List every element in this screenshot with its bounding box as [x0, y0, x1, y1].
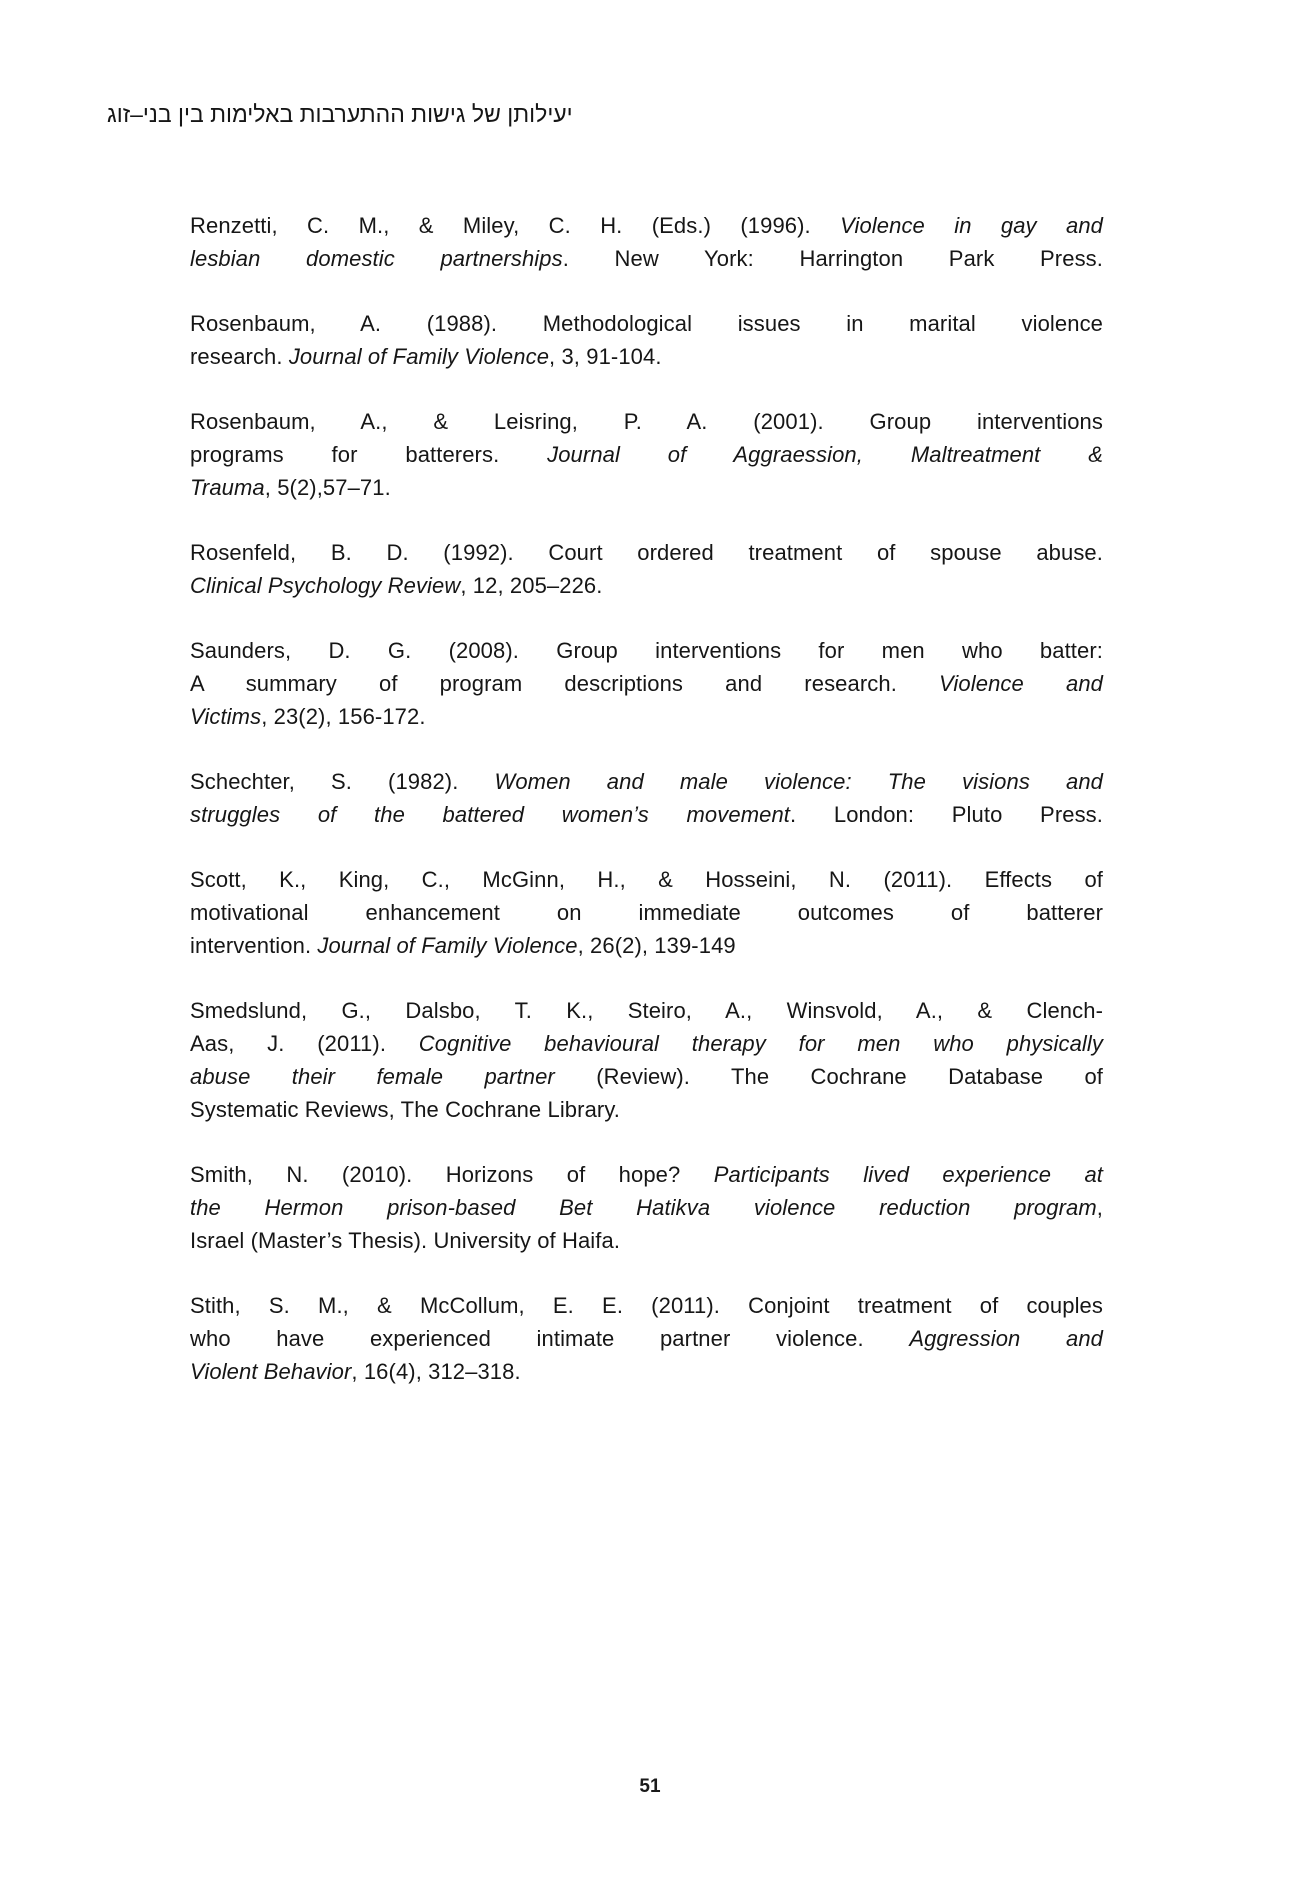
reference-italic-segment: abuse their female partner [190, 1064, 555, 1089]
reference-text-segment: , 3, 91-104. [549, 344, 662, 369]
reference-line [190, 471, 1103, 504]
reference-line [190, 863, 1103, 896]
reference-text-segment: , 26(2), 139-149 [577, 933, 736, 958]
reference-italic-segment: the Hermon prison-based Bet Hatikva violence reduction program [190, 1195, 1097, 1220]
reference-italic-segment: Violence in gay and [840, 213, 1104, 238]
reference-entry [190, 307, 1103, 373]
reference-entry [190, 863, 1103, 962]
page-number: 51 [639, 1776, 661, 1797]
reference-italic-segment: Aggression and [909, 1326, 1103, 1351]
reference-line [190, 209, 1103, 242]
reference-text-segment: . New York: Harrington Park Press. [562, 246, 1103, 271]
reference-line [190, 929, 1103, 962]
reference-line [190, 634, 1103, 667]
reference-italic-segment: Cognitive behavioural therapy for men who physically [418, 1031, 1103, 1056]
reference-line [190, 536, 1103, 569]
reference-line [190, 1322, 1103, 1355]
reference-italic-segment: Journal of Aggraession, Maltreatment & [547, 442, 1103, 467]
reference-italic-segment: struggles of the battered women’s movement [190, 802, 791, 827]
reference-line [190, 242, 1103, 275]
reference-text-segment: Stith, S. M., & McCollum, E. E. (2011). Conjoint treatment of couples [190, 1293, 1103, 1318]
reference-text-segment: Rosenbaum, A. (1988). Methodological issues in marital violence [190, 311, 1103, 336]
reference-text-segment: motivational enhancement on immediate outcomes of batterer [190, 900, 1103, 925]
reference-italic-segment: Clinical Psychology Review [190, 573, 461, 598]
reference-text-segment: , 23(2), 156-172. [261, 704, 426, 729]
reference-text-segment: Israel (Master’s Thesis). University of Haifa. [190, 1228, 621, 1253]
reference-italic-segment: lesbian domestic partnerships [190, 246, 563, 271]
reference-line [190, 1158, 1103, 1191]
reference-line [190, 340, 1103, 373]
reference-entry [190, 536, 1103, 602]
reference-entry [190, 994, 1103, 1126]
reference-text-segment: Rosenbaum, A., & Leisring, P. A. (2001). Group interventions [190, 409, 1103, 434]
reference-text-segment: Aas, J. (2011). [190, 1031, 419, 1056]
reference-entry [190, 765, 1103, 831]
reference-text-segment: intervention. [190, 933, 318, 958]
reference-line [190, 765, 1103, 798]
reference-line [190, 1289, 1103, 1322]
reference-text-segment: Schechter, S. (1982). [190, 769, 495, 794]
reference-line [190, 700, 1103, 733]
reference-text-segment: Smith, N. (2010). Horizons of hope? [190, 1162, 714, 1187]
reference-italic-segment: Trauma [190, 475, 265, 500]
reference-italic-segment: Women and male violence: The visions and [494, 769, 1103, 794]
reference-line [190, 1191, 1103, 1224]
reference-italic-segment: Journal of Family Violence [317, 933, 578, 958]
reference-line [190, 438, 1103, 471]
reference-italic-segment: Violence and [939, 671, 1103, 696]
references-list [190, 209, 1103, 1420]
reference-line [190, 307, 1103, 340]
reference-text-segment: Rosenfeld, B. D. (1992). Court ordered treatment of spouse abuse. [190, 540, 1103, 565]
reference-text-segment: , [1096, 1195, 1103, 1220]
reference-line [190, 1027, 1103, 1060]
reference-italic-segment: Victims [190, 704, 262, 729]
reference-entry [190, 209, 1103, 275]
reference-line [190, 1355, 1103, 1388]
reference-line [190, 1093, 1103, 1126]
reference-text-segment: , 16(4), 312–318. [351, 1359, 521, 1384]
reference-text-segment: (Review). The Cochrane Database of [554, 1064, 1103, 1089]
reference-text-segment: research. [190, 344, 289, 369]
reference-italic-segment: Participants lived experience at [713, 1162, 1103, 1187]
reference-line [190, 994, 1103, 1027]
reference-line [190, 405, 1103, 438]
reference-entry [190, 405, 1103, 504]
reference-entry [190, 1158, 1103, 1257]
reference-line [190, 896, 1103, 929]
reference-text-segment: Saunders, D. G. (2008). Group interventions for men who batter: [190, 638, 1103, 663]
reference-text-segment: , 12, 205–226. [460, 573, 603, 598]
running-head: יעילותן של גישות ההתערבות באלימות בין בני–זוג [107, 101, 573, 127]
reference-text-segment: , 5(2),57–71. [264, 475, 391, 500]
reference-line [190, 798, 1103, 831]
reference-text-segment: Renzetti, C. M., & Miley, C. H. (Eds.) (1996). [190, 213, 841, 238]
reference-text-segment: . London: Pluto Press. [790, 802, 1103, 827]
reference-text-segment: programs for batterers. [190, 442, 548, 467]
reference-text-segment: A summary of program descriptions and research. [190, 671, 940, 696]
reference-text-segment: Scott, K., King, C., McGinn, H., & Hosseini, N. (2011). Effects of [190, 867, 1103, 892]
reference-text-segment: Systematic Reviews, The Cochrane Library. [190, 1097, 621, 1122]
reference-entry [190, 1289, 1103, 1388]
reference-line [190, 569, 1103, 602]
reference-italic-segment: Violent Behavior [190, 1359, 352, 1384]
reference-line [190, 667, 1103, 700]
reference-text-segment: who have experienced intimate partner violence. [190, 1326, 910, 1351]
reference-text-segment: Smedslund, G., Dalsbo, T. K., Steiro, A., Winsvold, A., & Clench- [190, 998, 1103, 1023]
reference-entry [190, 634, 1103, 733]
reference-italic-segment: Journal of Family Violence [288, 344, 550, 369]
reference-line [190, 1060, 1103, 1093]
reference-line [190, 1224, 1103, 1257]
